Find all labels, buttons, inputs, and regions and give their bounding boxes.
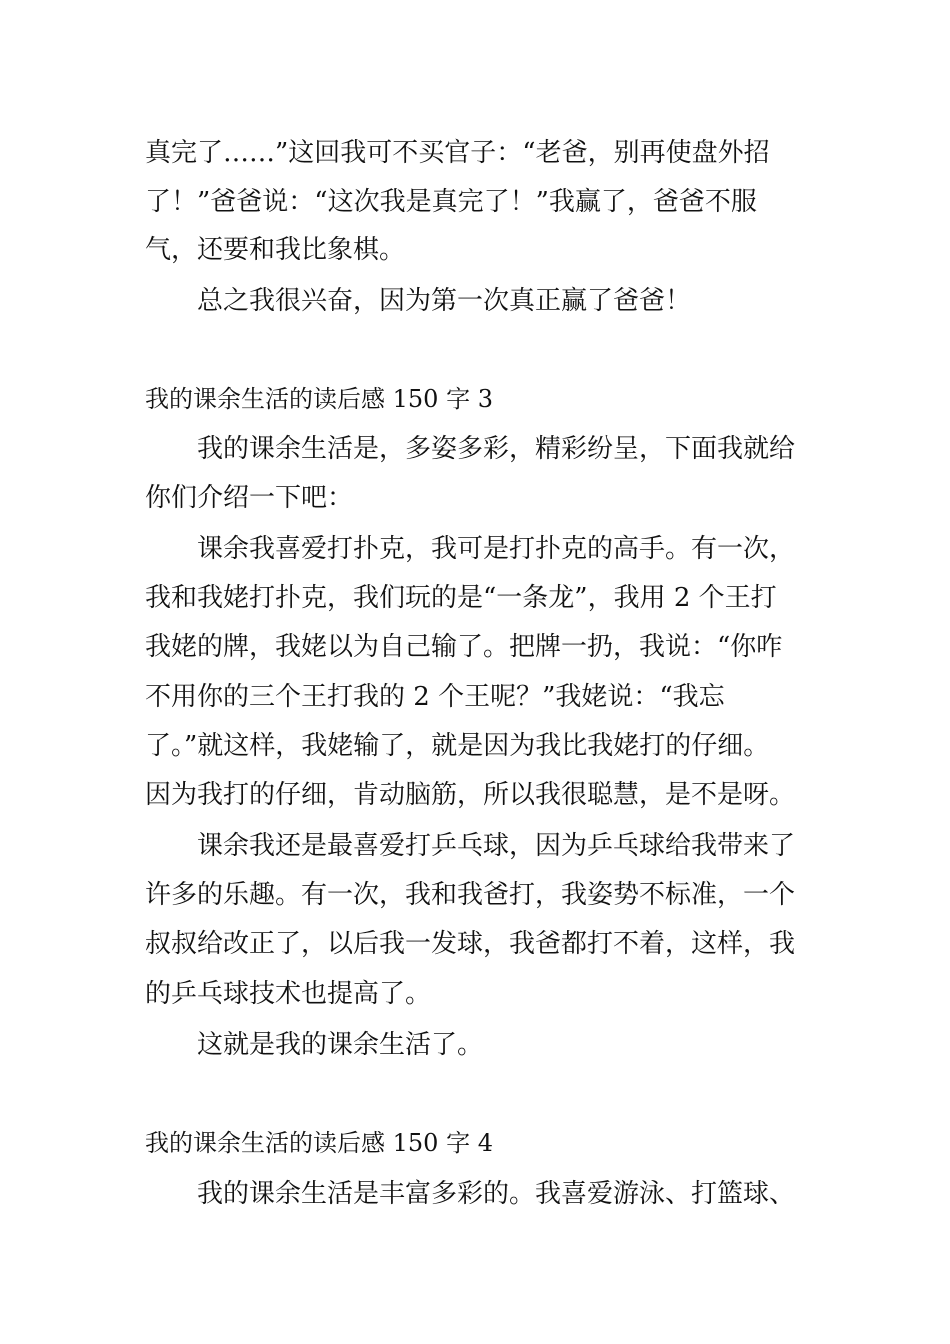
paragraph-line: 课余我还是最喜爱打乒乓球，因为乒乓球给我带来了	[197, 831, 796, 861]
section-title: 我的课余生活的读后感 150 字 3	[145, 385, 493, 413]
paragraph-line: 你们介绍一下吧：	[145, 483, 354, 513]
paragraph-line: 气，还要和我比象棋。	[145, 235, 406, 265]
paragraph-line: 了！”爸爸说：“这次我是真完了！”我赢了，爸爸不服	[145, 187, 757, 217]
paragraph-line: 因为我打的仔细，肯动脑筋，所以我很聪慧，是不是呀。	[145, 780, 796, 810]
paragraph-line: 课余我喜爱打扑克，我可是打扑克的高手。有一次，	[197, 534, 796, 564]
closing-line: 这就是我的课余生活了。	[197, 1030, 484, 1060]
paragraph-line: 不用你的三个王打我的 2 个王呢？”我姥说：“我忘	[145, 682, 725, 712]
paragraph-line: 许多的乐趣。有一次，我和我爸打，我姿势不标准，一个	[145, 880, 796, 910]
paragraph-line: 真完了……”这回我可不买官子：“老爸，别再使盘外招	[145, 138, 770, 168]
paragraph-line: 我和我姥打扑克，我们玩的是“一条龙”，我用 2 个王打	[145, 583, 777, 613]
section-title: 我的课余生活的读后感 150 字 4	[145, 1129, 493, 1157]
paragraph-line: 叔叔给改正了，以后我一发球，我爸都打不着，这样，我	[145, 929, 796, 959]
paragraph-line: 我的课余生活是，多姿多彩，精彩纷呈，下面我就给	[197, 434, 796, 464]
paragraph-line: 我姥的牌，我姥以为自己输了。把牌一扔，我说：“你咋	[145, 632, 783, 662]
paragraph-line: 了。”就这样，我姥输了，就是因为我比我姥打的仔细。	[145, 731, 770, 761]
paragraph-line: 我的课余生活是丰富多彩的。我喜爱游泳、打篮球、	[197, 1179, 796, 1209]
closing-line: 总之我很兴奋，因为第一次真正赢了爸爸！	[197, 286, 692, 316]
paragraph-line: 的乒乓球技术也提高了。	[145, 979, 432, 1009]
